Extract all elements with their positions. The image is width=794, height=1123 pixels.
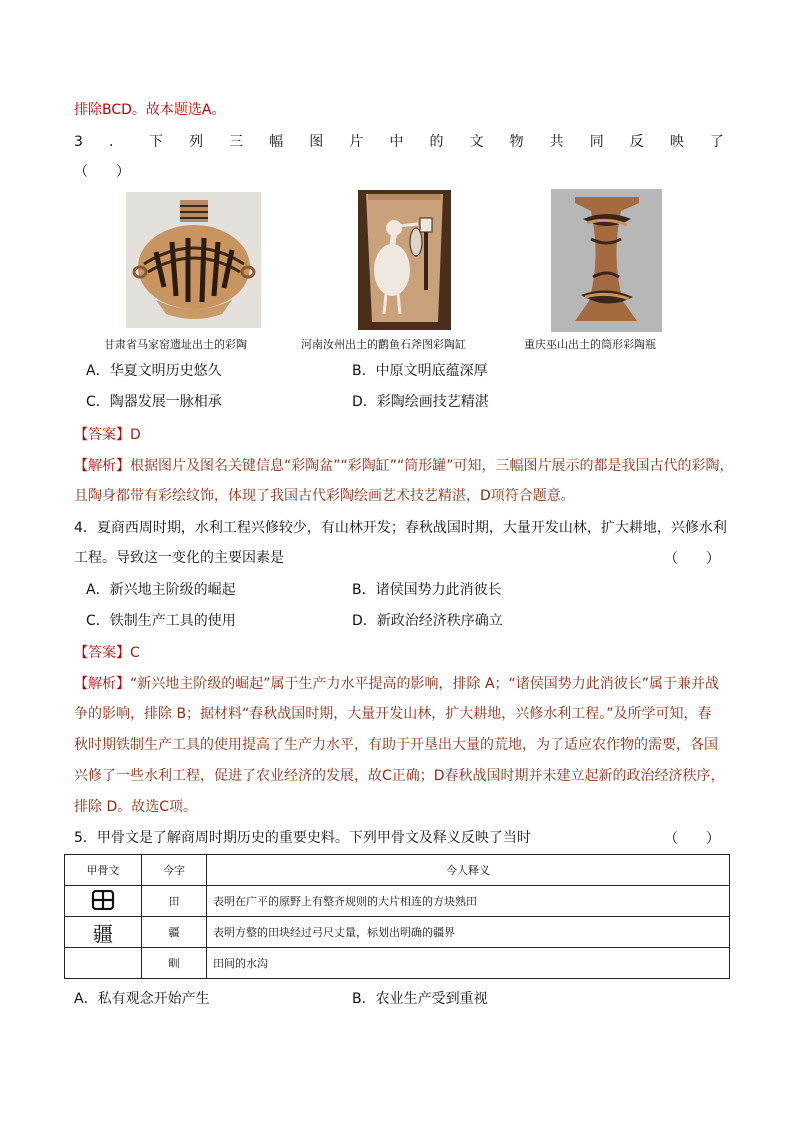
- q3-stem-char: 物: [509, 134, 524, 150]
- header-modern: 今字: [142, 855, 207, 886]
- caption-2: 河南汝州出土的鹳鱼石斧图彩陶缸: [301, 338, 466, 351]
- q5-paren: （ ）: [664, 831, 720, 847]
- modern-char: 疆: [142, 917, 207, 948]
- q3-stem-char: 列: [189, 134, 204, 150]
- q4-analysis-line-4: 兴修了一些水利工程，促进了农业经济的发展，故C正确；D春秋战国时期并未建立起新的政治经济秩序，: [74, 768, 725, 784]
- oracle-glyph-jiang: [65, 917, 142, 948]
- q3-stem-char: 共: [549, 134, 564, 150]
- table-row: [65, 917, 730, 948]
- q3-analysis-line-1: [74, 456, 734, 476]
- q4-analysis-line-5: 排除 D。故选C项。: [74, 799, 198, 815]
- analysis-text: 根据图片及图名关键信息“彩陶盆”“彩陶缸”“筒形罐”可知，三幅图片展示的都是我国古代的彩陶，: [130, 458, 734, 474]
- q5-option-a: A．私有观念开始产生: [74, 991, 210, 1007]
- oracle-glyph-empty: [65, 948, 142, 979]
- q3-answer: [74, 425, 141, 445]
- q3-stem-char: 同: [589, 134, 604, 150]
- answer-value: D: [130, 427, 141, 443]
- q4-analysis-line-1: [74, 674, 719, 694]
- q3-option-b: B．中原文明底蕴深厚: [352, 363, 488, 379]
- q3-stem-char: 片: [349, 134, 364, 150]
- q3-stem-char: 文: [469, 134, 484, 150]
- caption-1: 甘肃省马家窑遗址出土的彩陶: [104, 338, 247, 351]
- q4-analysis-line-3: 秋时期铁制生产工具的使用提高了生产力水平，有助于开垦出大量的荒地，为了适应农作物的需要，各国: [74, 737, 718, 753]
- q3-stem-char: 了: [709, 134, 724, 150]
- table-row: [65, 886, 730, 917]
- oracle-glyph-text: 疆: [93, 921, 113, 946]
- modern-char: 甽: [142, 948, 207, 979]
- q5-stem: 5．甲骨文是了解商周时期历史的重要史料。下列甲骨文及释义反映了当时: [74, 830, 531, 846]
- q4-option-c: C．铁制生产工具的使用: [86, 613, 236, 629]
- q3-stem-char: ．: [108, 134, 123, 150]
- q3-stem: [74, 132, 724, 152]
- q4-stem-line-2: 工程。导致这一变化的主要因素是: [74, 550, 284, 566]
- q3-stem-char: 中: [389, 134, 404, 150]
- q4-answer: [74, 643, 140, 663]
- q3-stem-char: 三: [229, 134, 244, 150]
- majiayao-pottery-image: [126, 192, 261, 328]
- caption-3: 重庆巫山出土的筒形彩陶瓶: [524, 338, 656, 351]
- q3-stem-char: 反: [629, 134, 644, 150]
- q3-stem-char: 的: [429, 134, 444, 150]
- analysis-tag: 【解析】: [74, 676, 130, 692]
- analysis-text: “新兴地主阶级的崛起”属于生产力水平提高的影响，排除 A；“诸侯国势力此消彼长”属于兼并战: [130, 676, 720, 692]
- q3-stem-char: 3: [74, 134, 83, 150]
- meaning: 表明在广平的原野上有整齐规则的大片相连的方块熟田: [207, 886, 730, 917]
- oracle-bone-table: [64, 854, 730, 979]
- table-row: [65, 948, 730, 979]
- meaning: 表明方整的田块经过弓尺丈量，标划出明确的疆界: [207, 917, 730, 948]
- q3-option-d: D．彩陶绘画技艺精湛: [352, 394, 489, 410]
- q4-option-a: A．新兴地主阶级的崛起: [86, 582, 236, 598]
- table-header-row: [65, 855, 730, 886]
- stork-fish-axe-urn-image: [358, 190, 451, 330]
- q3-stem-char: 幅: [269, 134, 284, 150]
- answer-tag: 【答案】: [74, 427, 130, 443]
- q3-stem-char: 图: [309, 134, 324, 150]
- previous-answer-tail: 排除BCD。故本题选A。: [74, 102, 226, 118]
- q3-option-c: C．陶器发展一脉相承: [86, 394, 222, 410]
- answer-value: C: [130, 645, 140, 661]
- meaning: 田间的水沟: [207, 948, 730, 979]
- modern-char: 田: [142, 886, 207, 917]
- q4-analysis-line-2: 争的影响，排除 B；据材料“春秋战国时期，大量开发山林，扩大耕地，兴修水利工程。”及所学可知，春: [74, 706, 712, 722]
- header-oracle: 甲骨文: [65, 855, 142, 886]
- q4-paren: （ ）: [664, 551, 720, 567]
- q3-stem-char: 下: [149, 134, 164, 150]
- q5-option-b: B．农业生产受到重视: [352, 991, 488, 1007]
- q4-stem-line-1: 4．夏商西周时期，水利工程兴修较少，有山林开发；春秋战国时期，大量开发山林，扩大耕地，兴修水利: [74, 520, 727, 536]
- q3-analysis-line-2: 且陶身都带有彩绘纹饰，体现了我国古代彩陶绘画艺术技艺精湛，D项符合题意。: [74, 488, 575, 504]
- header-meaning: 今人释义: [207, 855, 730, 886]
- q3-stem-char: 映: [669, 134, 684, 150]
- q3-paren: （ ）: [74, 164, 130, 180]
- answer-tag: 【答案】: [74, 645, 130, 661]
- wushan-tube-bottle-image: [551, 189, 662, 332]
- oracle-glyph-tian: [65, 886, 142, 917]
- q3-option-a: A．华夏文明历史悠久: [86, 363, 222, 379]
- q4-option-b: B．诸侯国势力此消彼长: [352, 582, 502, 598]
- q4-option-d: D．新政治经济秩序确立: [352, 613, 503, 629]
- analysis-tag: 【解析】: [74, 458, 130, 474]
